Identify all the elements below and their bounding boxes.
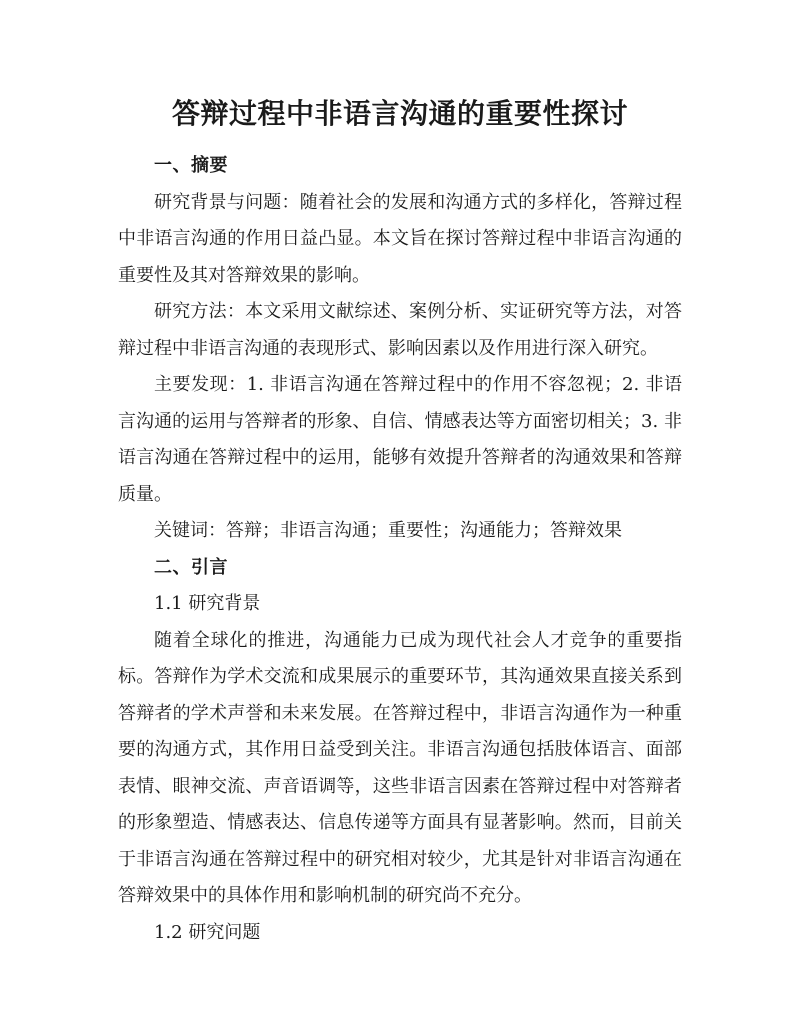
subsection-heading-questions: 1.2 研究问题 bbox=[154, 921, 261, 943]
document-title: 答辩过程中非语言沟通的重要性探讨 bbox=[171, 97, 628, 130]
abstract-background-paragraph: 研究背景与问题：随着社会的发展和沟通方式的多样化，答辩过程中非语言沟通的作用日益凸显。本文旨在探讨答辩过程中非语言沟通的重要性及其对答辩效果的影响。 bbox=[118, 191, 682, 286]
section-heading-abstract: 一、摘要 bbox=[154, 155, 228, 176]
document-body bbox=[118, 148, 682, 951]
section-heading-introduction: 二、引言 bbox=[154, 556, 228, 578]
abstract-findings-paragraph: 主要发现：1. 非语言沟通在答辩过程中的作用不容忽视；2. 非语言沟通的运用与答辩者的形象、自信、情感表达等方面密切相关；3. 非语言沟通在答辩过程中的运用，能够有效提升答辩者的沟通效果和答辩质量。 bbox=[118, 374, 682, 505]
subsection-heading-background: 1.1 研究背景 bbox=[154, 593, 261, 614]
abstract-method-paragraph: 研究方法：本文采用文献综述、案例分析、实证研究等方法，对答辩过程中非语言沟通的表现形式、影响因素以及作用进行深入研究。 bbox=[118, 301, 682, 359]
keywords-line: 关键词：答辩；非语言沟通；重要性；沟通能力；答辩效果 bbox=[154, 520, 622, 541]
background-paragraph: 随着全球化的推进，沟通能力已成为现代社会人才竞争的重要指标。答辩作为学术交流和成果展示的重要环节，其沟通效果直接关系到答辩者的学术声誉和未来发展。在答辩过程中，非语言沟通作为一种重要的沟通方式，其作用日益受到关注。非语言沟通包括肢体语言、面部表情、眼神交流、声音语调等，这些非语言因素在答辩过程中对答辩者的形象塑造、情感表达、信息传递等方面具有显著影响。然而，目前关于非语言沟通在答辩过程中的研究相对较少，尤其是针对非语言沟通在答辩效果中的具体作用和影响机制的研究尚不充分。 bbox=[118, 629, 682, 906]
